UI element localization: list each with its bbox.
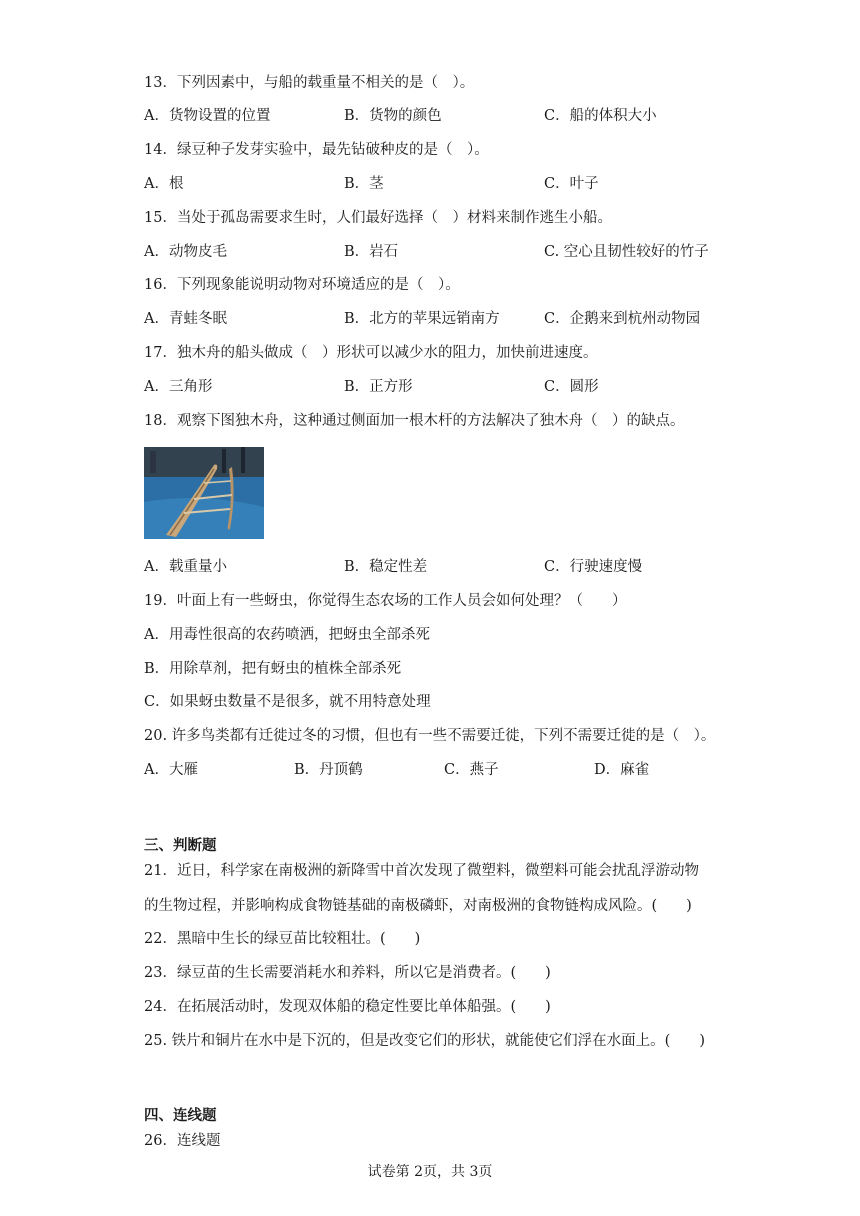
- section-title-matching: 四、连线题: [144, 1108, 217, 1124]
- option-c: C．燕子: [444, 762, 499, 778]
- option-c: C. 空心且韧性较好的竹子: [544, 244, 709, 260]
- option-c: C．叶子: [544, 176, 599, 192]
- question-19-option-a: A．用毒性很高的农药喷洒，把蚜虫全部杀死: [144, 627, 430, 643]
- option-c: C．圆形: [544, 379, 599, 395]
- question-13-options: [144, 106, 724, 126]
- question-25: 25. 铁片和铜片在水中是下沉的，但是改变它们的形状，就能使它们浮在水面上。( ): [144, 1033, 705, 1049]
- question-22: 22．黑暗中生长的绿豆苗比较粗壮。( ): [144, 931, 421, 947]
- option-a: A．载重量小: [144, 559, 227, 575]
- option-b: B．岩石: [344, 244, 399, 260]
- option-b: B．货物的颜色: [344, 108, 442, 124]
- question-20-stem: 20. 许多鸟类都有迁徙过冬的习惯，但也有一些不需要迁徙，下列不需要迁徙的是（ ）。: [144, 728, 716, 744]
- question-21-line-2: 的生物过程，并影响构成食物链基础的南极磷虾，对南极洲的食物链构成风险。( ): [144, 898, 692, 914]
- question-18-options: [144, 557, 724, 577]
- question-17-stem: 17．独木舟的船头做成（ ）形状可以减少水的阻力，加快前进速度。: [144, 345, 598, 361]
- question-18-stem: 18．观察下图独木舟，这种通过侧面加一根木杆的方法解决了独木舟（ ）的缺点。: [144, 413, 685, 429]
- option-a: A．三角形: [144, 379, 213, 395]
- option-c: C．行驶速度慢: [544, 559, 643, 575]
- question-14-options: [144, 174, 724, 194]
- question-15-options: [144, 242, 724, 262]
- question-19-stem: 19．叶面上有一些蚜虫，你觉得生态农场的工作人员会如何处理？（ ）: [144, 593, 627, 609]
- option-b: B．茎: [344, 176, 384, 192]
- page-footer: 试卷第 2页，共 3页: [367, 1164, 493, 1180]
- option-a: A．货物设置的位置: [144, 108, 271, 124]
- option-a: A．青蛙冬眠: [144, 311, 227, 327]
- question-13-stem: 13．下列因素中，与船的载重量不相关的是（ ）。: [144, 75, 475, 91]
- question-23: 23．绿豆苗的生长需要消耗水和养料，所以它是消费者。( ): [144, 965, 551, 981]
- option-b: B．北方的苹果远销南方: [344, 311, 500, 327]
- outrigger-canoe-photo: [144, 447, 264, 539]
- question-15-stem: 15．当处于孤岛需要求生时，人们最好选择（ ）材料来制作逃生小船。: [144, 210, 612, 226]
- section-title-judgement: 三、判断题: [144, 838, 217, 854]
- question-19-option-b: B．用除草剂，把有蚜虫的植株全部杀死: [144, 661, 402, 677]
- question-17-options: [144, 377, 724, 397]
- question-21-line-1: 21．近日，科学家在南极洲的新降雪中首次发现了微塑料，微塑料可能会扰乱浮游动物: [144, 863, 699, 879]
- question-26: 26．连线题: [144, 1133, 221, 1149]
- question-19-option-c: C．如果蚜虫数量不是很多，就不用特意处理: [144, 694, 431, 710]
- question-16-options: [144, 309, 724, 329]
- canoe-illustration: [144, 447, 264, 539]
- option-a: A．大雁: [144, 762, 198, 778]
- option-b: B．正方形: [344, 379, 413, 395]
- option-a: A．动物皮毛: [144, 244, 227, 260]
- option-b: B．稳定性差: [344, 559, 428, 575]
- question-20-options: [144, 760, 724, 780]
- option-b: B．丹顶鹤: [294, 762, 363, 778]
- option-a: A．根: [144, 176, 184, 192]
- option-d: D．麻雀: [594, 762, 650, 778]
- option-c: C．企鹅来到杭州动物园: [544, 311, 701, 327]
- question-24: 24．在拓展活动时，发现双体船的稳定性要比单体船强。( ): [144, 999, 551, 1015]
- question-16-stem: 16．下列现象能说明动物对环境适应的是（ ）。: [144, 277, 460, 293]
- question-14-stem: 14．绿豆种子发芽实验中，最先钻破种皮的是（ ）。: [144, 142, 489, 158]
- option-c: C．船的体积大小: [544, 108, 657, 124]
